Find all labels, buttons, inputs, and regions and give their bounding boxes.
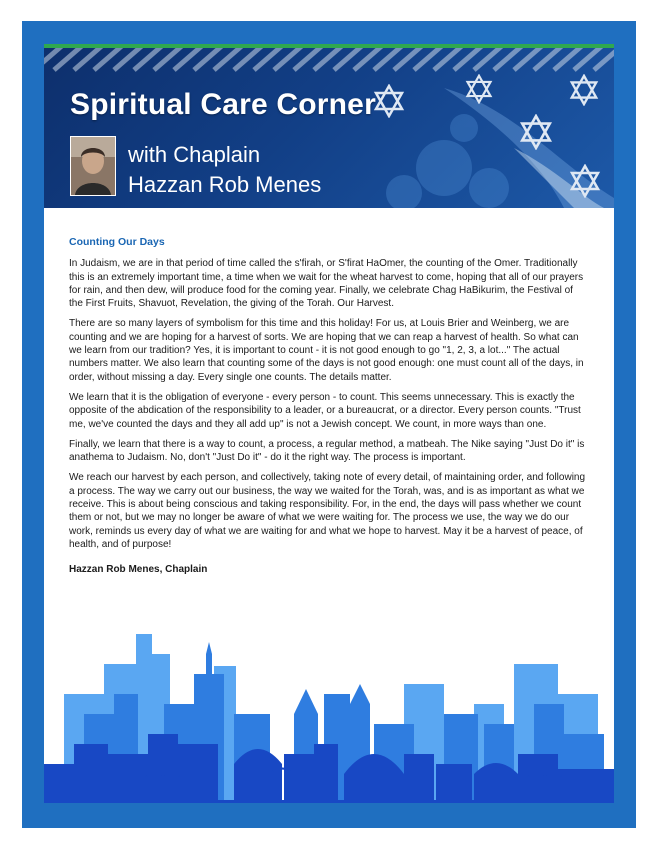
page-title: Spiritual Care Corner bbox=[70, 88, 376, 121]
article-paragraph: There are so many layers of symbolism for this time and this holiday! For us, at Louis Brier and Weinberg, we are counting and we are hoping for a harvest of sorts. We are hoping that we can reap a harvest of health. So what can we learn from our tradition? Yes, it is important to count - it is not good enough to go "1, 2, 3, a lot..." The actual numbers matter. We also learn that counting some of the days is not good enough: one must count all of the days, in order, without missing a day. Every single one counts. The details matter. bbox=[69, 318, 584, 383]
star-of-david-icon bbox=[464, 74, 494, 104]
star-of-david-icon bbox=[518, 114, 554, 150]
article-body bbox=[69, 236, 589, 577]
subtitle-line-1: with Chaplain bbox=[128, 142, 261, 167]
star-of-david-icon bbox=[372, 84, 406, 118]
article-paragraph: We reach our harvest by each person, and collectively, taking note of every detail, of maintaining order, and following a process. The way we carry out our business, the way we waited for the Torah, was, and is as important as what we receive. This is about being conscious and taking responsibility. For, in the end, the days will pass whether we count them or not, but we may no longer be aware of what we were waiting for. The process we use, the way we do our work, reminds us every day of what we are waiting for and what we hope to harvest. May it be a harvest of peace, of health, and of purpose! bbox=[69, 472, 586, 550]
subtitle-line-2: Hazzan Rob Menes bbox=[128, 172, 322, 197]
star-of-david-icon bbox=[568, 164, 602, 198]
article-paragraph: Finally, we learn that there is a way to count, a process, a regular method, a matbeah. The Nike saying "Just Do it" is anathema to Judaism. No, don't "Just Do it" - do it the right way. The process is important. bbox=[69, 438, 585, 464]
city-skyline-illustration bbox=[44, 624, 614, 803]
header-banner bbox=[44, 48, 614, 208]
article-heading: Counting Our Days bbox=[69, 236, 165, 248]
newsletter-page bbox=[44, 44, 614, 803]
chaplain-photo bbox=[70, 136, 116, 196]
star-of-david-icon bbox=[568, 74, 600, 106]
article-paragraph: We learn that it is the obligation of everyone - every person - to count. This seems unnecessary. This is exactly the opposite of the abdication of the responsibility to a leader, or a bureaucrat, or a director. Every person counts. "Trust me, we've counted the days and they all add up" is not a Jewish concept. We count, in more ways than one. bbox=[69, 391, 581, 430]
author-signature: Hazzan Rob Menes, Chaplain bbox=[69, 564, 208, 576]
article-paragraph: In Judaism, we are in that period of time called the s'firah, or S'firat HaOmer, the counting of the Omer. Traditionally this is an extremely important time, a time when we wait for the wheat harvest to come, hoping that all of our prayers for rain, and then dew, will produce food for the coming year. Finally, we celebrate Chag HaBikurim, the Festival of the First Fruits, Shavuot, Revelation, the giving of the Torah. Our Harvest. bbox=[69, 258, 584, 310]
